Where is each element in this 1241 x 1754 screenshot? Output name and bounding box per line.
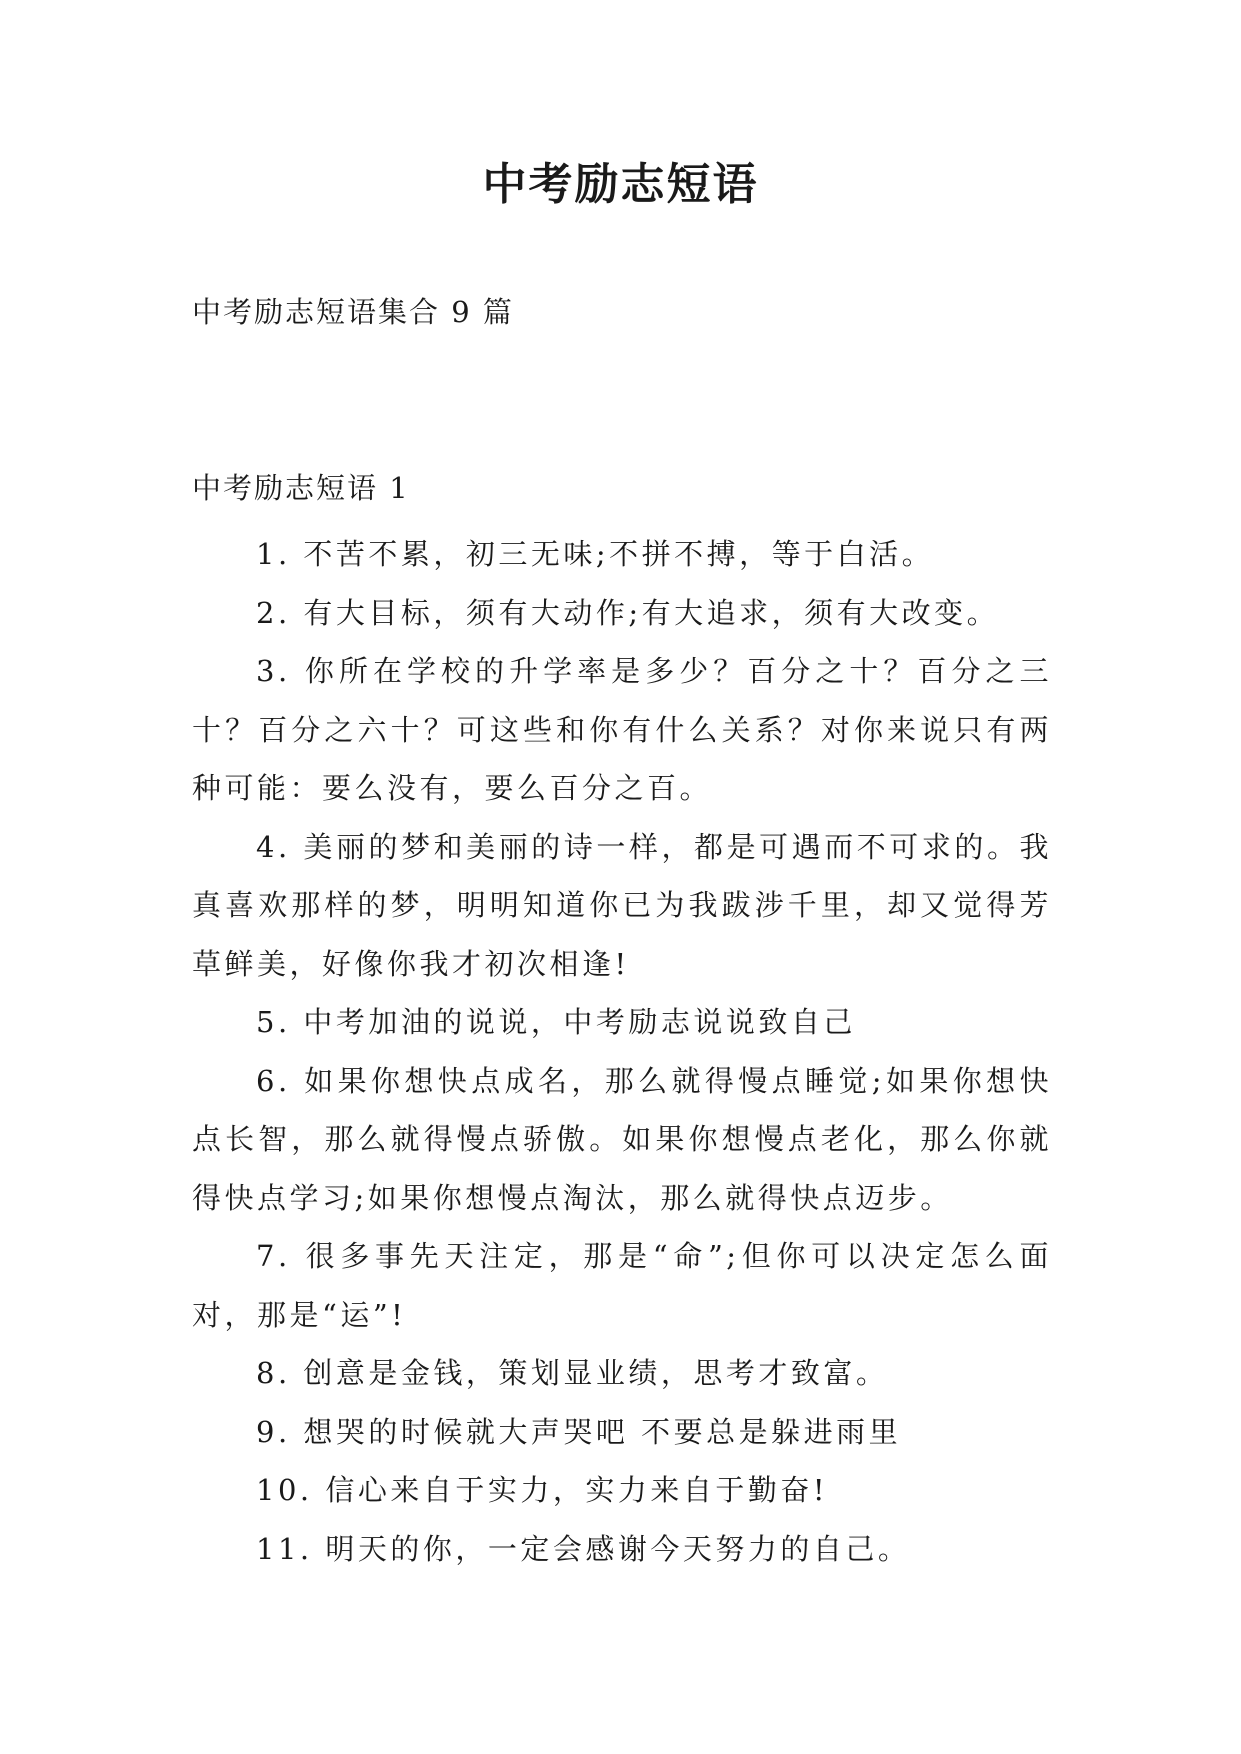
quote-item-11: 11. 明天的你，一定会感谢今天努力的自己。: [256, 1531, 911, 1566]
quote-item-6: 6. 如果你想快点成名，那么就得慢点睡觉;如果你想快点长智，那么就得慢点骄傲。如果你想慢点老化，那么你就得快点学习;如果你想慢点淘汰，那么就得快点迈步。: [192, 1063, 1052, 1215]
quote-item-5: 5. 中考加油的说说，中考励志说说致自己: [256, 1005, 856, 1039]
quote-item-8: 8. 创意是金钱，策划显业绩，思考才致富。: [256, 1356, 889, 1390]
quote-item-7: 7. 很多事先天注定，那是“命”;但你可以决定怎么面对，那是“运”!: [192, 1239, 1052, 1332]
quote-item-3: 3. 你所在学校的升学率是多少？百分之十？百分之三十？百分之六十？可这些和你有什么关系？对你来说只有两种可能：要么没有，要么百分之百。: [192, 654, 1052, 805]
document-subtitle: 中考励志短语集合 9 篇: [192, 295, 514, 329]
section-heading: 中考励志短语 1: [192, 471, 410, 505]
quote-item-9: 9. 想哭的时候就大声哭吧 不要总是躲进雨里: [256, 1414, 902, 1449]
quote-item-2: 2. 有大目标，须有大动作;有大追求，须有大改变。: [256, 595, 1000, 630]
quote-list: [192, 525, 1052, 1578]
quote-item-1: 1. 不苦不累，初三无味;不拼不搏，等于白活。: [256, 537, 935, 571]
quote-item-10: 10. 信心来自于实力，实力来自于勤奋!: [256, 1473, 828, 1507]
quote-item-4: 4. 美丽的梦和美丽的诗一样，都是可遇而不可求的。我真喜欢那样的梦，明明知道你已为我跋涉千里，却又觉得芳草鲜美，好像你我才初次相逢!: [192, 829, 1052, 981]
document-title: 中考励志短语: [482, 159, 759, 210]
